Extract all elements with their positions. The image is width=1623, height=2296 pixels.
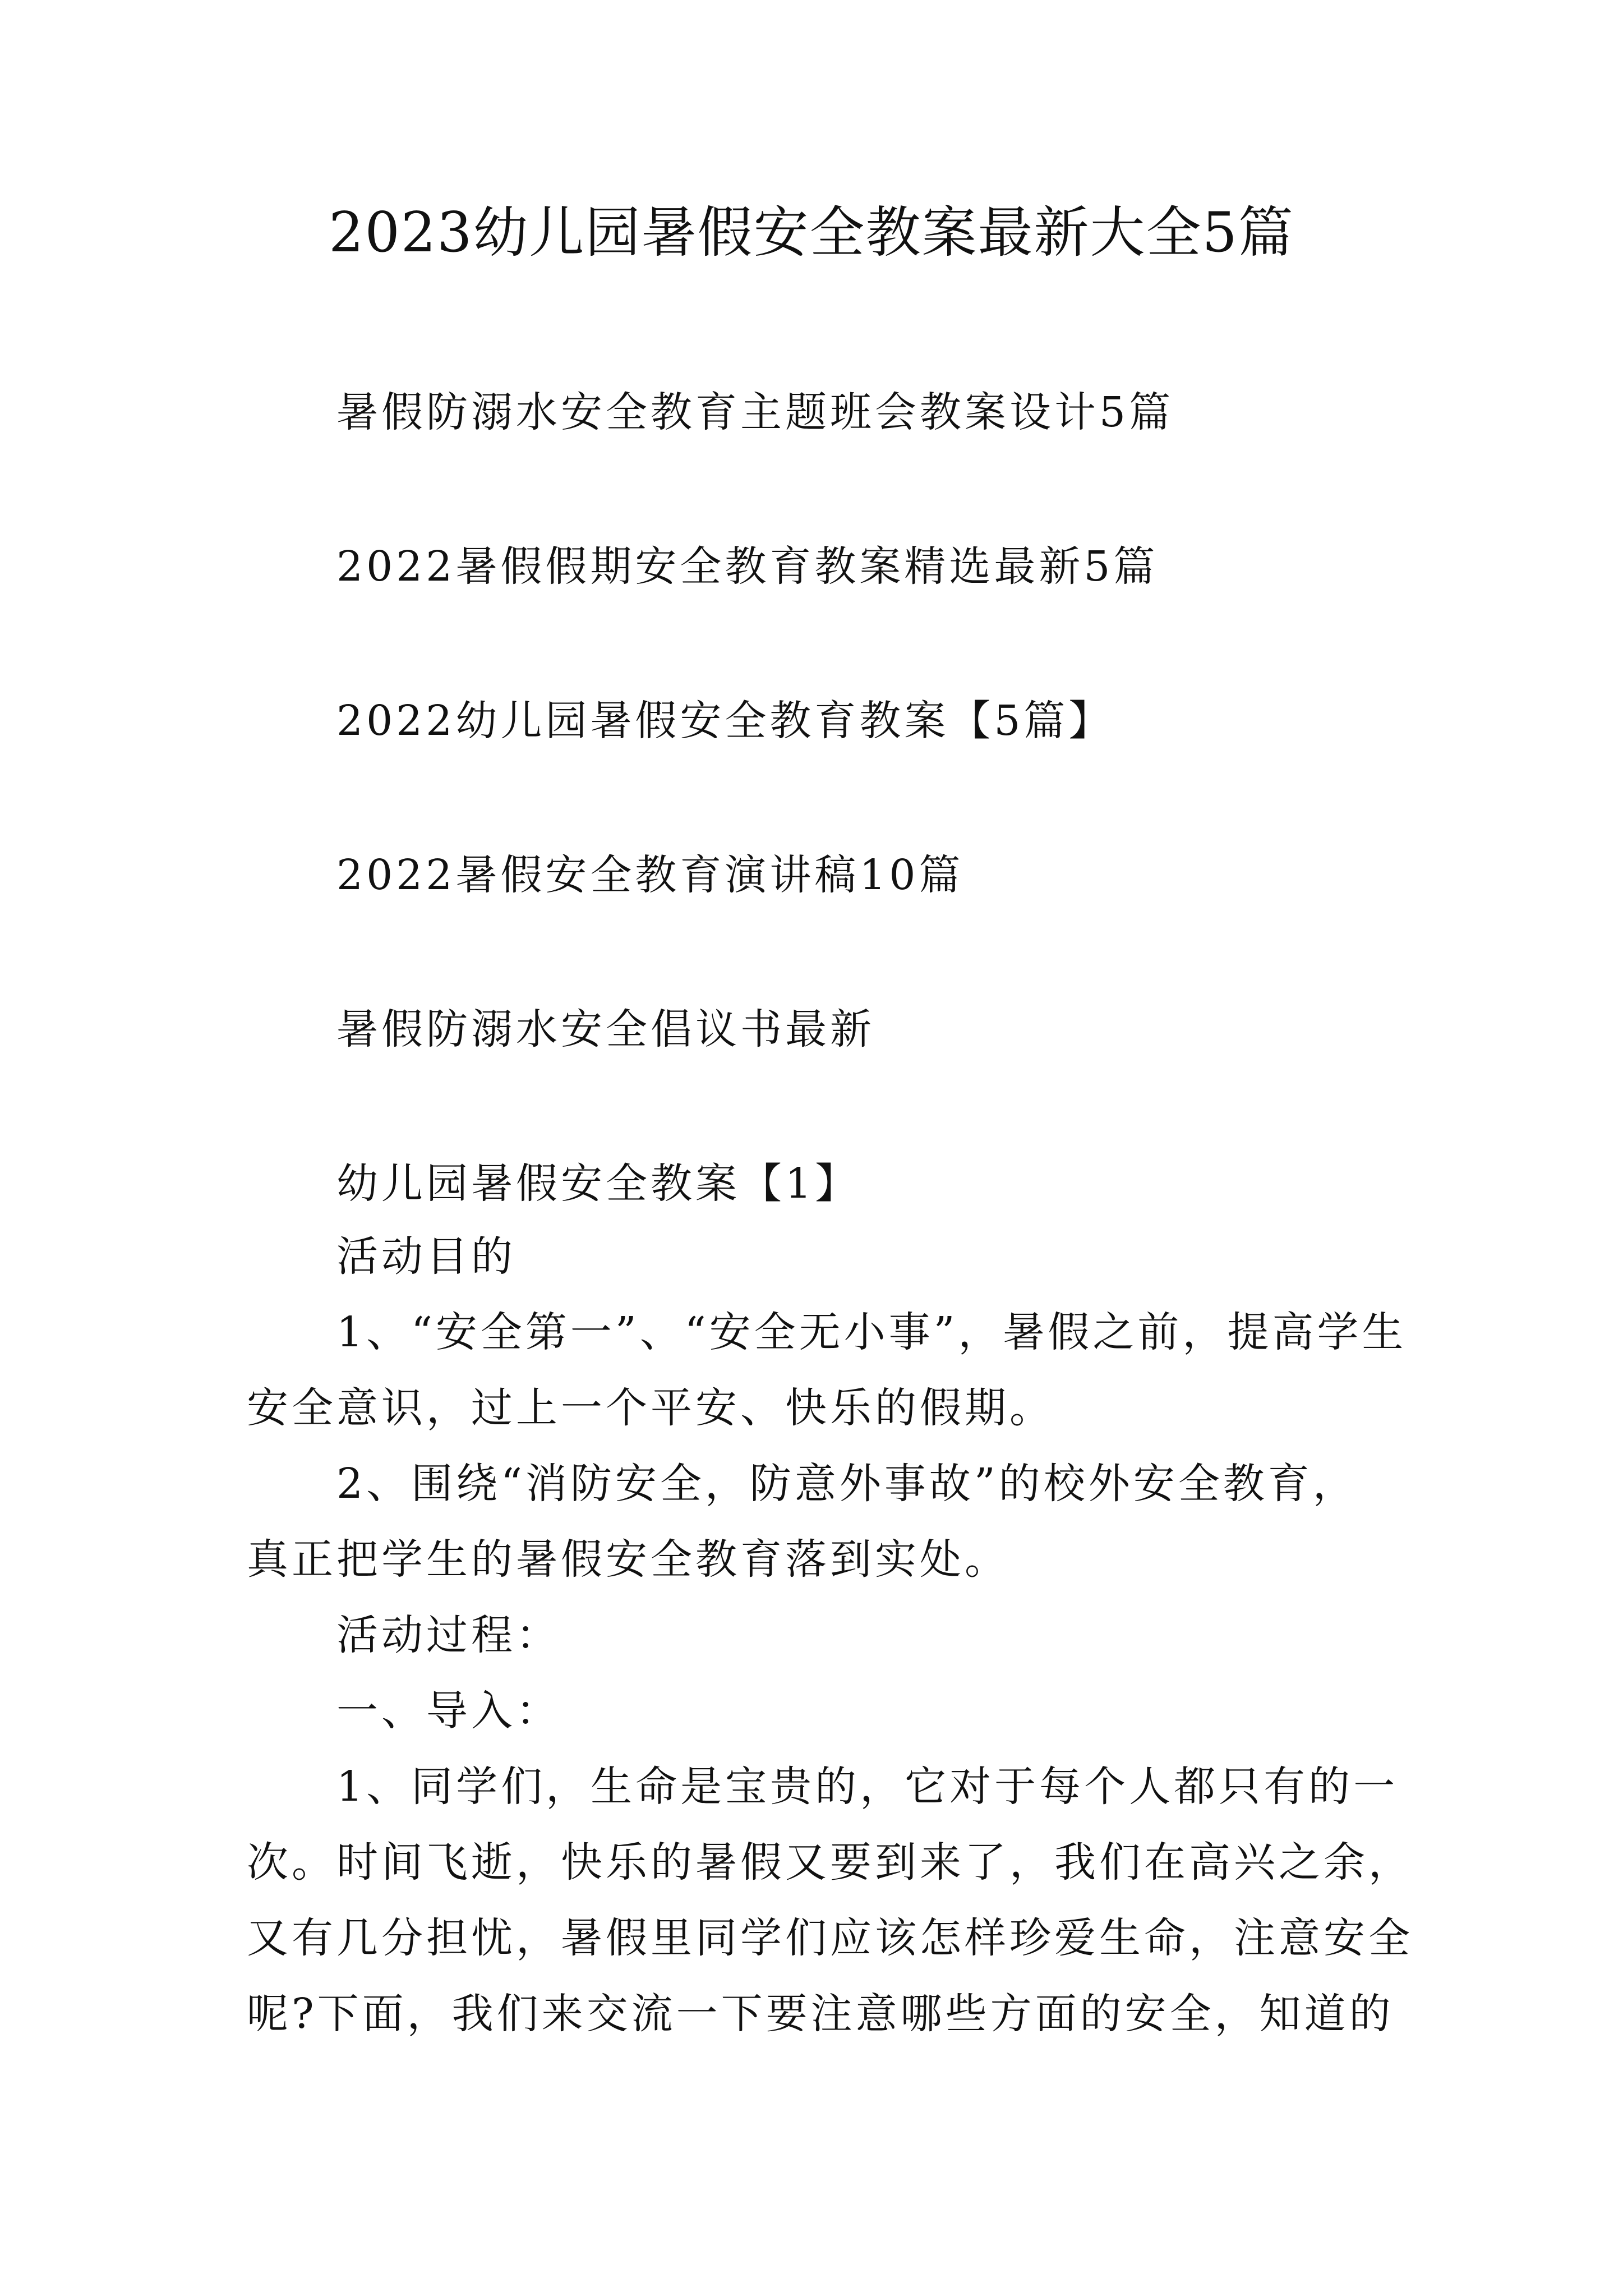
paragraph-line: 呢?下面，我们来交流一下要注意哪些方面的安全，知道的 — [247, 1990, 1394, 2038]
paragraph-line: 活动过程： — [336, 1611, 561, 1659]
paragraph-line: 2、围绕“消防安全，防意外事故”的校外安全教育， — [336, 1460, 1358, 1508]
paragraph-line: 又有几分担忧，暑假里同学们应该怎样珍爱生命，注意安全 — [247, 1914, 1413, 1962]
toc-item: 2022暑假假期安全教育教案精选最新5篇 — [336, 542, 1159, 591]
paragraph-line: 1、同学们，生命是宝贵的，它对于每个人都只有的一 — [336, 1763, 1399, 1811]
section-heading: 幼儿园暑假安全教案【1】 — [336, 1159, 860, 1208]
toc-item: 暑假防溺水安全倡议书最新 — [336, 1005, 875, 1053]
toc-item: 2022暑假安全教育演讲稿10篇 — [336, 851, 964, 899]
document-title: 2023幼儿园暑假安全教案最新大全5篇 — [329, 201, 1294, 265]
paragraph-line: 一、导入： — [336, 1687, 561, 1735]
paragraph-line: 1、“安全第一”、“安全无小事”，暑假之前，提高学生 — [336, 1308, 1407, 1356]
toc-item: 2022幼儿园暑假安全教育教案【5篇】 — [336, 697, 1114, 745]
paragraph-line: 活动目的 — [336, 1232, 516, 1281]
toc-item: 暑假防溺水安全教育主题班会教案设计5篇 — [336, 388, 1174, 436]
paragraph-line: 次。时间飞逝，快乐的暑假又要到来了，我们在高兴之余， — [247, 1838, 1413, 1887]
paragraph-line: 真正把学生的暑假安全教育落到实处。 — [247, 1535, 1009, 1584]
paragraph-line: 安全意识，过上一个平安、快乐的假期。 — [247, 1384, 1054, 1432]
